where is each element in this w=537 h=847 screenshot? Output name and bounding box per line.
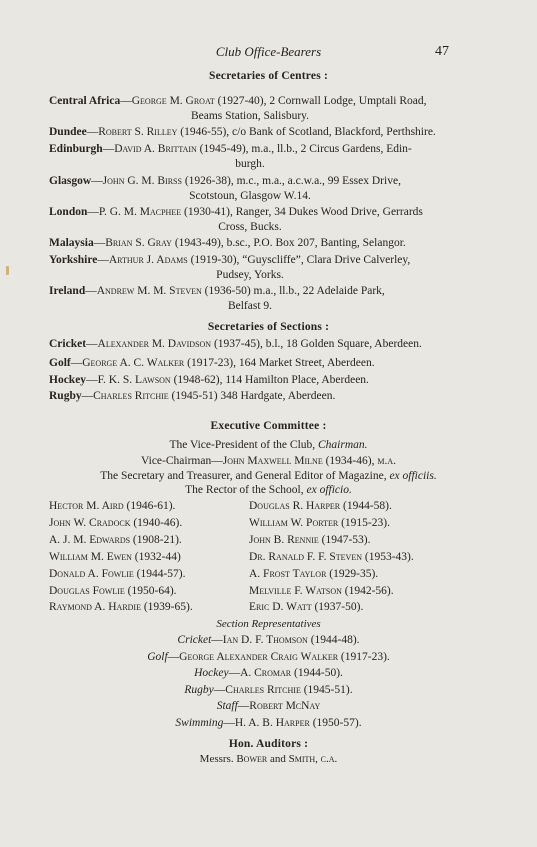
centre-entry: Ireland—Andrew M. M. Steven (1936-50) m.a., ll.b., 22 Adelaide Park, Belfast 9. (49, 284, 451, 313)
section-sport: Cricket (49, 338, 87, 350)
executive-secretary-role: ex officiis. (389, 470, 437, 482)
centre-entry: Edinburgh—David A. Brittain (1945-49), m.a., ll.b., 2 Circus Gardens, Edin- burgh. (49, 142, 451, 171)
section-details: (1948-62), 114 Hamilton Place, Aberdeen. (173, 374, 369, 386)
section-secretary: George A. C. Walker (82, 357, 185, 369)
centre-secretary: Robert S. Rilley (98, 126, 178, 138)
representative-sport: Cricket (177, 634, 212, 646)
representative-sport: Hockey (194, 667, 229, 679)
executive-chairman-role: Chairman. (318, 439, 368, 451)
section-entry: Cricket—Alexander M. Davidson (1937-45), b.l., 18 Golden Square, Aberdeen. (49, 338, 422, 350)
section-secretary: Alexander M. Davidson (97, 338, 212, 350)
representative-entry: Hockey—A. Cromar (1944-50). (194, 667, 343, 679)
centre-place: Central Africa (49, 95, 121, 107)
executive-chairman-line (0, 438, 537, 452)
centre-details-cont: Cross, Bucks. (218, 220, 282, 233)
section-entry: Golf—George A. C. Walker (1917-23), 164 Market Street, Aberdeen. (49, 357, 375, 369)
executive-heading: Executive Committee : (210, 420, 327, 432)
centre-entry: Malaysia—Brian S. Gray (1943-49), b.sc., P.O. Box 207, Banting, Selangor. (49, 237, 406, 249)
committee-member: Raymond A. Hardie (1939-65). (49, 601, 193, 614)
committee-member: Melville F. Watson (1942-56). (249, 584, 394, 597)
auditors-line (0, 752, 537, 766)
section-secretary: Charles Ritchie (93, 390, 169, 402)
executive-vice-chairman-text: Vice-Chairman— (141, 455, 223, 467)
representative-years: (1950-57). (312, 717, 362, 729)
executive-rector-role: ex officio. (306, 484, 352, 496)
representative-name: Robert McNay (249, 700, 321, 712)
sections-heading: Secretaries of Sections : (207, 321, 330, 333)
centre-details: (1919-30), “Guyscliffe”, Clara Drive Calverley, (190, 254, 411, 266)
section-sport: Golf (49, 357, 71, 369)
section-entry: Rugby—Charles Ritchie (1945-51) 348 Hardgate, Aberdeen. (49, 390, 336, 402)
auditors-prefix: Messrs. (199, 753, 234, 765)
committee-member: Hector M. Aird (1946-61). (49, 500, 176, 512)
centre-entry: Dundee—Robert S. Rilley (1946-55), c/o Bank of Scotland, Blackford, Perthshire. (49, 126, 436, 138)
committee-member: Dr. Ranald F. F. Steven (1953-43). (249, 550, 414, 563)
representative-years: (1944-50). (294, 667, 343, 679)
representative-years: (1944-48). (310, 634, 360, 646)
committee-left-column (49, 498, 193, 616)
representative-entry: Swimming—H. A. B. Harper (1950-57). (175, 717, 362, 729)
representative-entry: Cricket—Ian D. F. Thomson (1944-48). (177, 634, 360, 646)
centre-place: Yorkshire (49, 254, 98, 266)
centre-details-cont: Pudsey, Yorks. (216, 268, 284, 281)
centre-details: (1945-49), m.a., ll.b., 2 Circus Gardens, Edin- (199, 143, 412, 155)
centre-details-cont: burgh. (235, 157, 265, 170)
representative-name: Ian D. F. Thomson (222, 634, 308, 646)
centre-details-cont: Beams Station, Salisbury. (190, 109, 310, 122)
committee-member: Douglas R. Harper (1944-58). (249, 500, 392, 512)
executive-secretary-text: The Secretary and Treasurer, and General Editor of Magazine, (100, 470, 387, 482)
executive-rector-text: The Rector of the School, (185, 484, 304, 496)
committee-member: A. J. M. Edwards (1908-21). (49, 533, 182, 546)
executive-chairman-text: The Vice-President of the Club, (169, 439, 316, 451)
representatives-heading: Section Representatives (216, 618, 321, 630)
centre-details: (1943-49), b.sc., P.O. Box 207, Banting, Selangor. (174, 237, 406, 249)
centre-details: (1936-50) m.a., ll.b., 22 Adelaide Park, (204, 285, 385, 297)
section-entry: Hockey—F. K. S. Lawson (1948-62), 114 Hamilton Place, Aberdeen. (49, 374, 369, 386)
centre-secretary: Andrew M. M. Steven (96, 285, 202, 297)
executive-rector-line (0, 483, 537, 497)
executive-secretary-line (0, 469, 537, 483)
centre-secretary: John G. M. Birss (102, 175, 182, 187)
section-details: (1945-51) 348 Hardgate, Aberdeen. (171, 390, 336, 402)
centre-details: (1946-55), c/o Bank of Scotland, Blackford, Perthshire. (180, 126, 436, 138)
section-sport: Hockey (49, 374, 87, 386)
margin-mark (6, 266, 9, 275)
committee-member: Douglas Fowlie (1950-64). (49, 584, 177, 597)
centre-secretary: George M. Groat (131, 95, 215, 107)
centre-entry: London—P. G. M. Macphee (1930-41), Ranger, 34 Dukes Wood Drive, Gerrards Cross, Bucks. (49, 205, 451, 234)
auditor-name: Smith, c.a. (288, 753, 338, 765)
section-sport: Rugby (49, 390, 82, 402)
representative-entry: Golf—George Alexander Craig Walker (1917-23). (147, 651, 390, 663)
centre-place: Malaysia (49, 237, 94, 249)
committee-member: William M. Ewen (1932-44) (49, 550, 181, 563)
centre-secretary: P. G. M. Macphee (98, 206, 182, 218)
representative-entry: Rugby—Charles Ritchie (1945-51). (184, 684, 353, 696)
executive-vice-chairman-name: John Maxwell Milne (222, 455, 323, 467)
centre-secretary: Arthur J. Adams (108, 254, 188, 266)
auditors-heading: Hon. Auditors : (228, 738, 309, 750)
centre-entry: Yorkshire—Arthur J. Adams (1919-30), “Guyscliffe”, Clara Drive Calverley, Pudsey, Yorks. (49, 253, 451, 282)
representative-years: (1917-23). (340, 651, 390, 663)
centre-details-cont: Belfast 9. (227, 299, 273, 312)
centres-heading: Secretaries of Centres : (208, 70, 328, 82)
committee-member: Eric D. Watt (1937-50). (249, 601, 364, 614)
executive-vice-chairman-details: (1934-46), m.a. (325, 455, 396, 467)
representative-sport: Swimming (175, 717, 224, 729)
committee-member: A. Frost Taylor (1929-35). (249, 567, 379, 580)
executive-vice-chairman-line (0, 454, 537, 468)
centre-entry: Glasgow—John G. M. Birss (1926-38), m.c., m.a., a.c.w.a., 99 Essex Drive, Scotstoun, Glasgow W.14. (49, 174, 451, 203)
representative-entry: Staff—Robert McNay (216, 700, 321, 712)
representative-name: George Alexander Craig Walker (179, 651, 339, 663)
representative-sport: Rugby (184, 684, 214, 696)
committee-member: Donald A. Fowlie (1944-57). (49, 567, 186, 580)
centre-details-cont: Scotstoun, Glasgow W.14. (189, 189, 311, 202)
centre-place: Edinburgh (49, 143, 103, 155)
centre-details: (1927-40), 2 Cornwall Lodge, Umptali Road, (217, 95, 427, 107)
centre-place: Dundee (49, 126, 87, 138)
centre-place: Ireland (49, 285, 86, 297)
centre-place: Glasgow (49, 175, 92, 187)
committee-member: William W. Porter (1915-23). (249, 516, 390, 529)
running-title: Club Office-Bearers (215, 44, 322, 59)
representative-years: (1945-51). (303, 684, 353, 696)
auditor-name: Bower (236, 753, 268, 765)
auditors-conjunction: and (269, 753, 286, 765)
centre-secretary: Brian S. Gray (105, 237, 172, 249)
centre-place: London (49, 206, 88, 218)
representative-name: H. A. B. Harper (234, 717, 310, 729)
committee-member: John W. Cradock (1940-46). (49, 516, 183, 529)
centre-details: (1930-41), Ranger, 34 Dukes Wood Drive, Gerrards (183, 206, 423, 218)
representative-sport: Golf (147, 651, 168, 663)
centre-entry: Central Africa—George M. Groat (1927-40), 2 Cornwall Lodge, Umptali Road, Beams Station, Salisbury. (49, 94, 451, 123)
section-details: (1917-23), 164 Market Street, Aberdeen. (187, 357, 375, 369)
representative-sport: Staff (216, 700, 238, 712)
page-number: 47 (435, 44, 449, 59)
section-secretary: F. K. S. Lawson (97, 374, 171, 386)
representative-name: Charles Ritchie (225, 684, 301, 696)
centre-details: (1926-38), m.c., m.a., a.c.w.a., 99 Essex Drive, (184, 175, 401, 187)
centre-secretary: David A. Brittain (114, 143, 197, 155)
representative-name: A. Cromar (240, 667, 292, 679)
committee-right-column (249, 498, 414, 616)
committee-member: John B. Rennie (1947-53). (249, 533, 371, 546)
section-details: (1937-45), b.l., 18 Golden Square, Aberdeen. (213, 338, 422, 350)
